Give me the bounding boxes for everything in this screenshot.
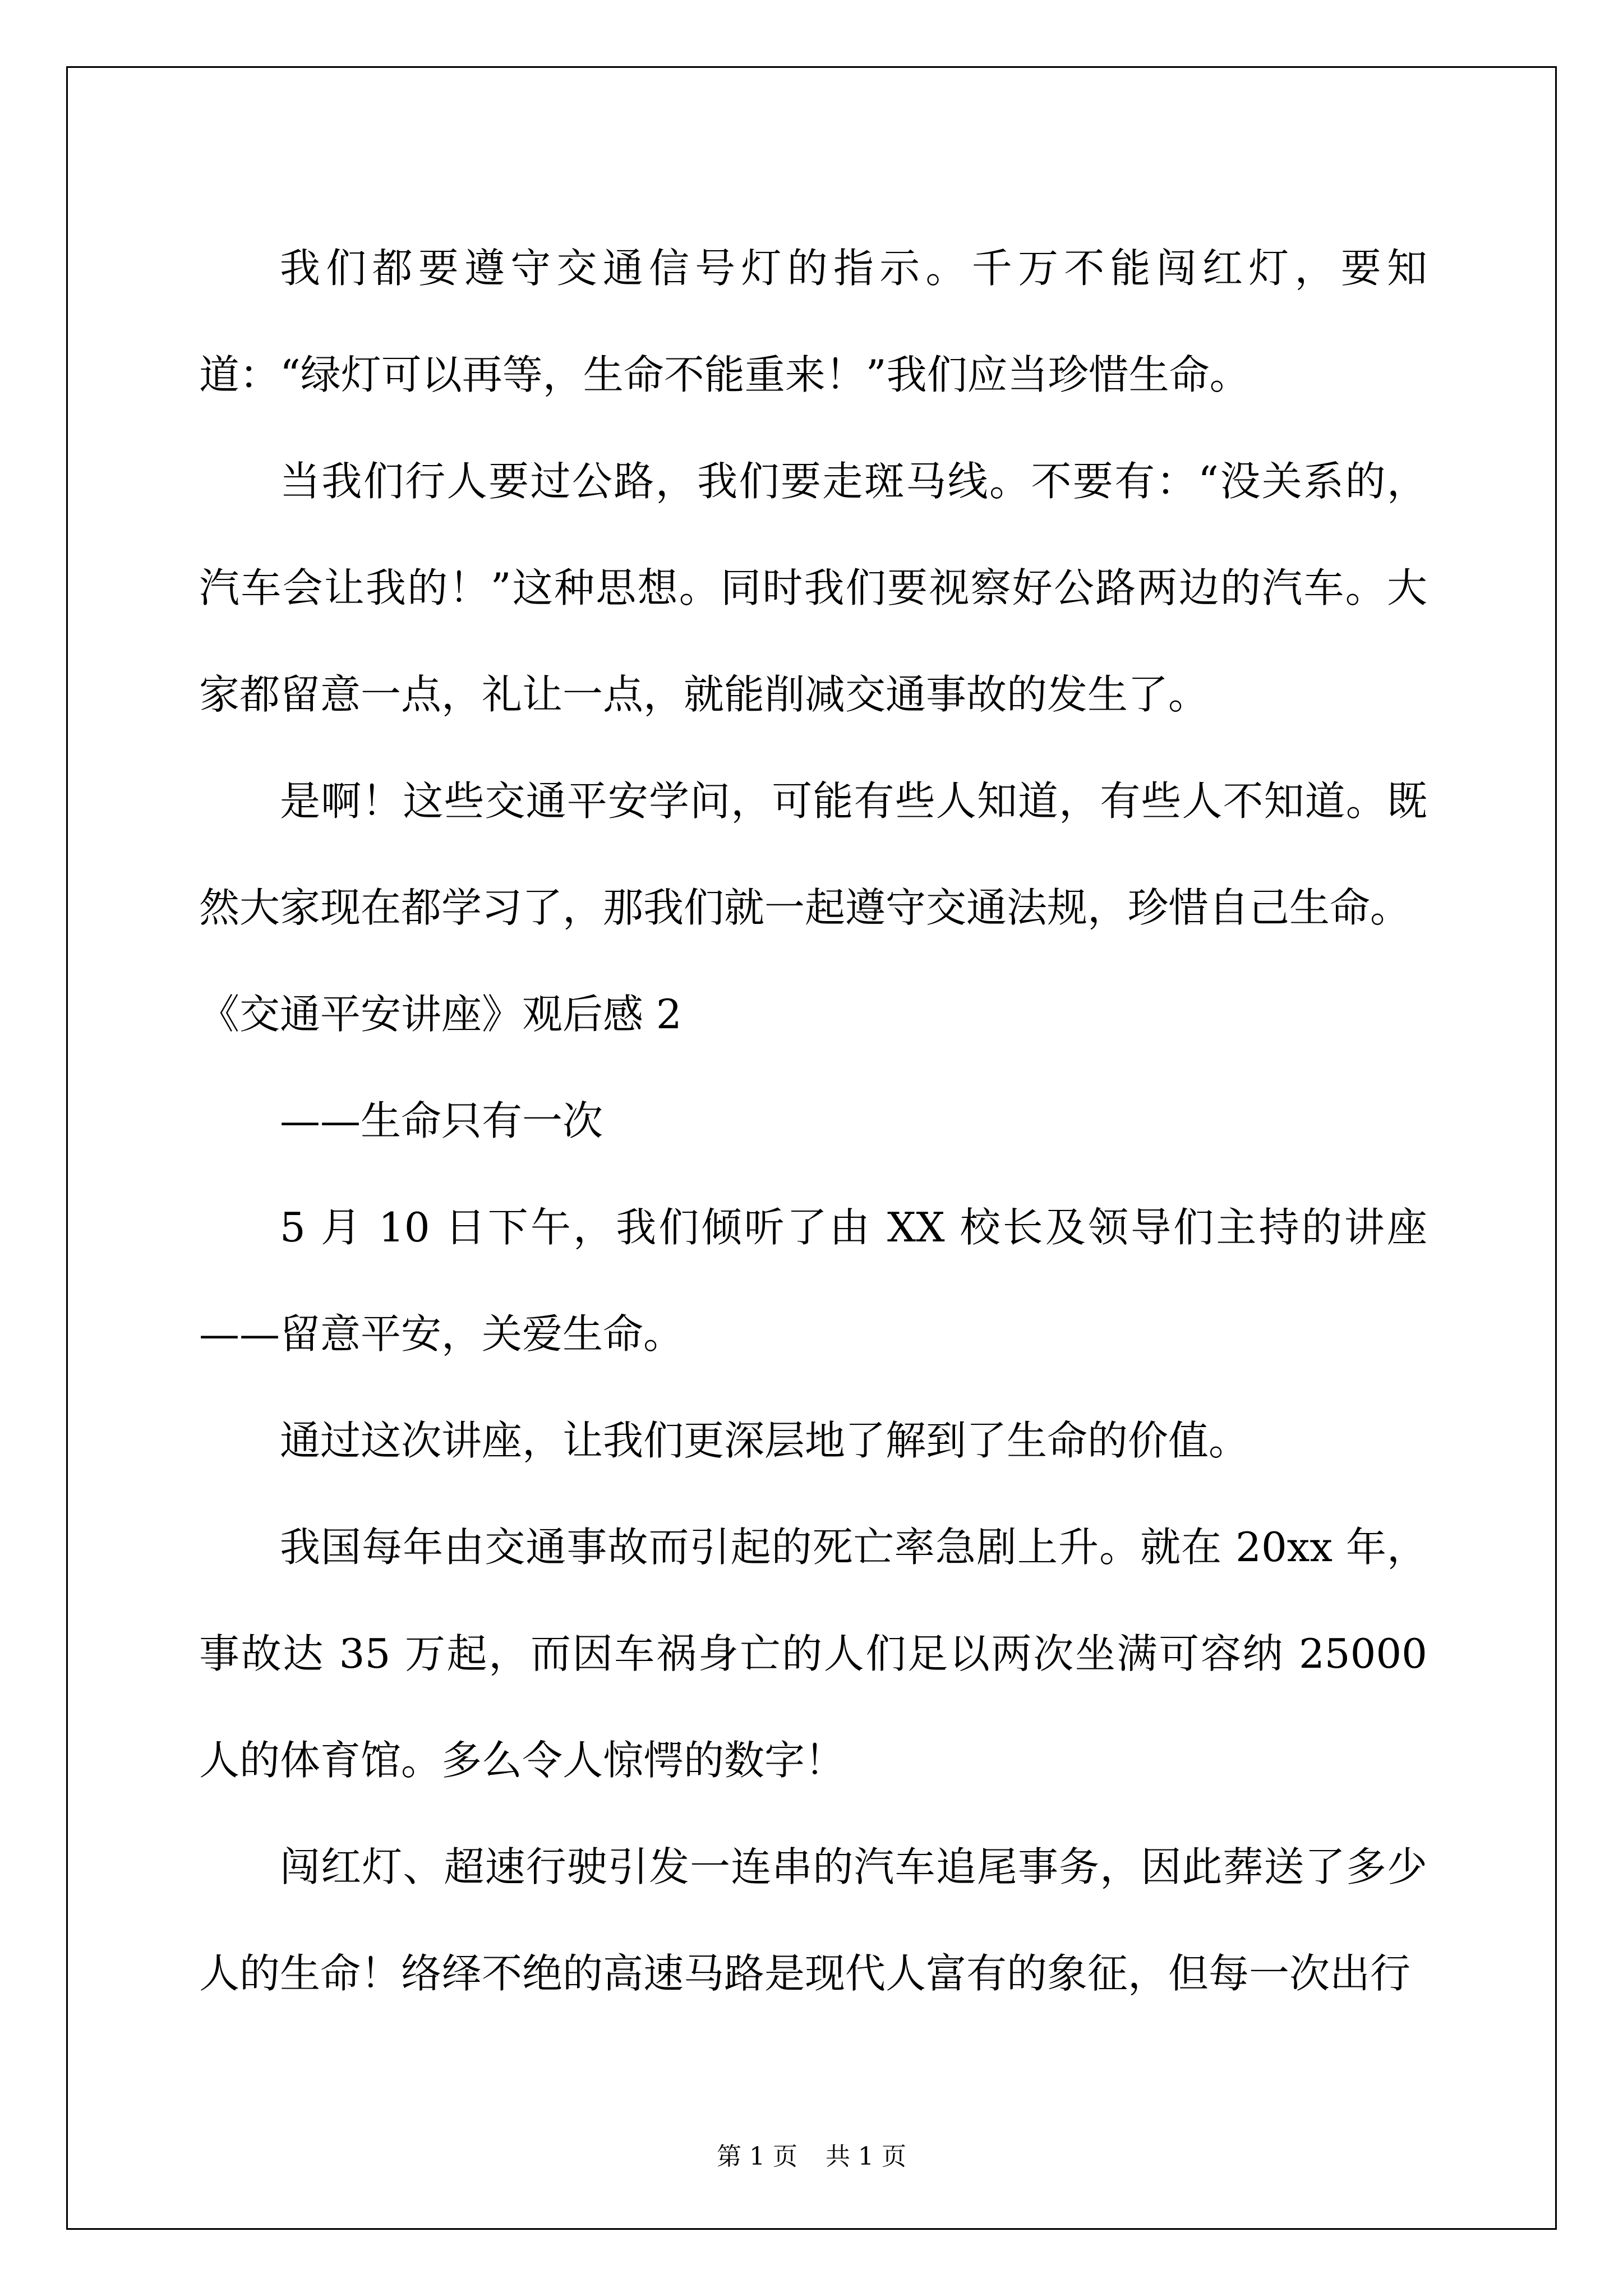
paragraph-1: 我们都要遵守交通信号灯的指示。千万不能闯红灯，要知道：“绿灯可以再等，生命不能重来！”我们应当珍惜生命。 <box>199 245 1427 398</box>
paragraph-4: 5 月 10 日下午，我们倾听了由 XX 校长及领导们主持的讲座——留意平安，关爱生命。 <box>199 1204 1427 1358</box>
section-heading: 《交通平安讲座》观后感 2 <box>199 991 682 1038</box>
paragraph-7: 闯红灯、超速行驶引发一连串的汽车追尾事务，因此葬送了多少人的生命！络绎不绝的高速马路是现代人富有的象征，但每一次出行 <box>199 1843 1427 1997</box>
page-total: 共 1 页 <box>826 2142 906 2171</box>
page-number: 第 1 页 <box>717 2142 797 2171</box>
paragraph-2: 当我们行人要过公路，我们要走斑马线。不要有：“没关系的，汽车会让我的！”这种思想。同时我们要视察好公路两边的汽车。大家都留意一点，礼让一点，就能削减交通事故的发生了。 <box>199 458 1427 718</box>
document-body <box>199 215 1427 2027</box>
page-footer <box>0 2136 1623 2172</box>
section-subtitle: ——生命只有一次 <box>280 1097 603 1144</box>
paragraph-3: 是啊！这些交通平安学问，可能有些人知道，有些人不知道。既然大家现在都学习了，那我们就一起遵守交通法规，珍惜自己生命。 <box>199 777 1427 931</box>
paragraph-5: 通过这次讲座，让我们更深层地了解到了生命的价值。 <box>280 1417 1249 1464</box>
paragraph-6: 我国每年由交通事故而引起的死亡率急剧上升。就在 20xx 年，事故达 35 万起，而因车祸身亡的人们足以两次坐满可容纳 25000 人的体育馆。多么令人惊愕的数字！ <box>199 1524 1427 1784</box>
